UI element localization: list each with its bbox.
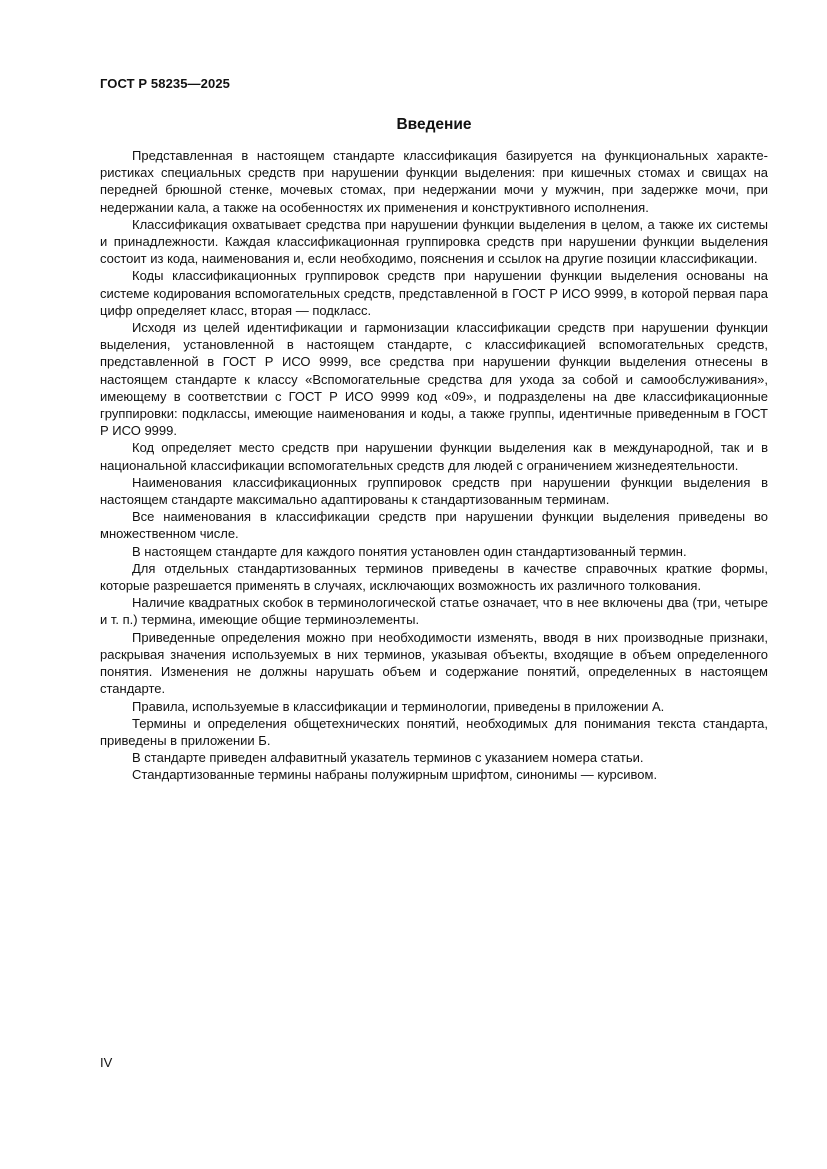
page-number: IV	[100, 1055, 113, 1070]
paragraph: Наличие квадратных скобок в терминологической статье означает, что в нее включены два (три, четыре и т. п.) термина, имеющие общие терминоэлементы.	[100, 595, 768, 628]
paragraph: Все наименования в классификации средств при нарушении функции выделения приведены во множественном числе.	[100, 509, 768, 542]
paragraph: Коды классификационных группировок средств при нарушении функции выделения основаны на системе кодирования вспомогательных средств, представленной в ГОСТ Р ИСО 9999, в которой первая пара цифр определяет класс, вторая — подкласс.	[100, 268, 768, 318]
paragraph: Представленная в настоящем стандарте классификация базируется на функциональных характеристиках специальных средств при нарушении функции выделения: при кишечных стомах и свищах на передней брюшной стенке, мочевых стомах, при недержании мочи у мужчин, при задержке мочи, при недержании кала, а также на особенностях их применения и конструктивного исполнения.	[100, 148, 768, 215]
paragraph: Правила, используемые в классификации и терминологии, приведены в приложении А.	[132, 698, 665, 714]
paragraph: Исходя из целей идентификации и гармонизации классификации средств при нарушении функции выделения, установленной в настоящем стандарте, с классификацией вспомогательных средств, представленной в ГОСТ Р ИСО 9999, все средства при нарушении функции выделения отнесены в настоящем стандарте к классу «Вспомогательные средства для ухода за собой и самообслуживания», имеющему в соответствии с ГОСТ Р ИСО 9999 код «09», и подразделены на две классификационные группировки: подклассы, имеющие наименования и коды, а также группы, идентичные приведенным в ГОСТ Р ИСО 9999.	[100, 320, 768, 439]
section-title: Введение	[396, 116, 472, 133]
paragraph: Стандартизованные термины набраны полужирным шрифтом, синонимы — курсивом.	[132, 767, 658, 783]
document-body	[100, 147, 768, 784]
paragraph: Термины и определения общетехнических понятий, необходимых для понимания текста стандарта, приведены в приложении Б.	[100, 715, 768, 748]
paragraph: Код определяет место средств при нарушении функции выделения как в международной, так и в национальной классификации вспомогательных средств для людей с ограничением жизнедеятельности.	[100, 440, 768, 473]
paragraph: Приведенные определения можно при необходимости изменять, вводя в них производные признаки, раскрывая значения используемых в них терминов, указывая объекты, входящие в объем определенного понятия. Изменения не должны нарушать объем и содержание понятий, определенных в настоящем стандарте.	[100, 629, 768, 697]
paragraph: Классификация охватывает средства при нарушении функции выделения в целом, а также их системы и принадлежности. Каждая классификационная группировка средств при нарушении функции выделения состоит из кода, наименования и, если необходимо, пояснения и ссылок на другие позиции классификации.	[100, 216, 768, 267]
paragraph: Для отдельных стандартизованных терминов приведены в качестве справочных краткие формы, которые разрешается применять в случаях, исключающих возможность их различного толкования.	[100, 560, 768, 594]
paragraph: Наименования классификационных группировок средств при нарушении функции выделения в настоящем стандарте максимально адаптированы к стандартизованным терминам.	[100, 474, 768, 508]
document-header: ГОСТ Р 58235—2025	[100, 76, 230, 91]
paragraph: В стандарте приведен алфавитный указатель терминов с указанием номера статьи.	[132, 750, 644, 766]
paragraph: В настоящем стандарте для каждого понятия установлен один стандартизованный термин.	[132, 543, 687, 559]
